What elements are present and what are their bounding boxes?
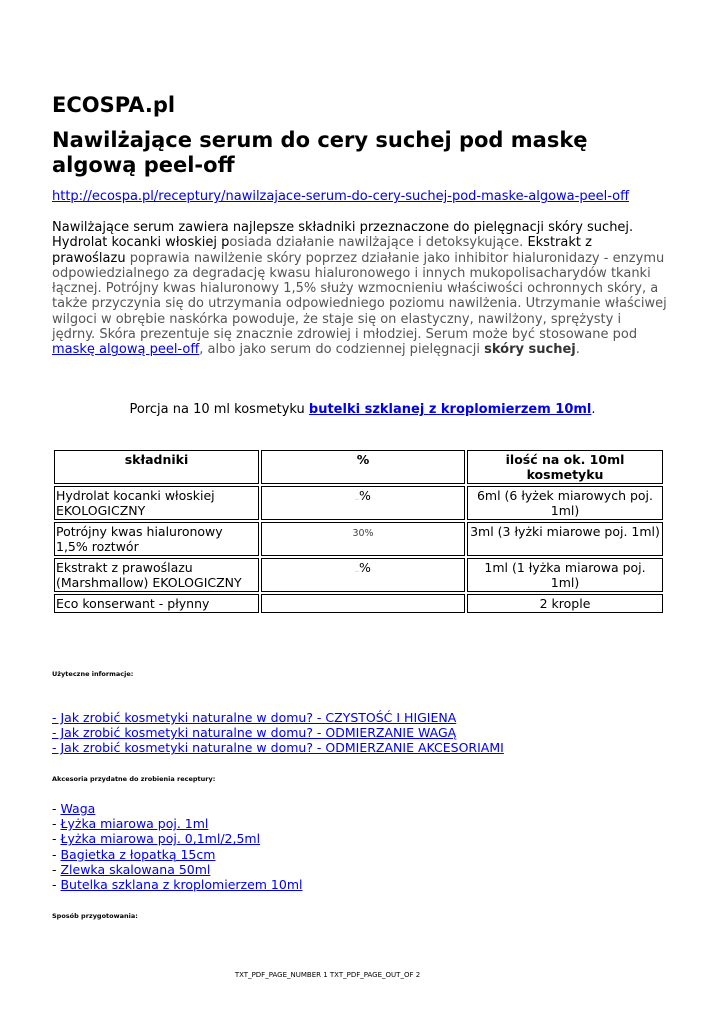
- accessories-list: [52, 801, 302, 892]
- table-row: [54, 522, 663, 556]
- ingredient-quantity: 6ml (6 łyżek miarowych poj. 1ml): [467, 486, 663, 520]
- useful-info-heading: Użyteczne informacje:: [52, 670, 134, 678]
- accessory-link-stirrer[interactable]: Bagietka z łopatką 15cm: [60, 846, 216, 862]
- accessory-link-spoon-small[interactable]: Łyżka miarowa poj. 0,1ml/2,5ml: [60, 831, 261, 847]
- accessories-heading: Akcesoria przydatne do zrobienia receptury:: [52, 775, 216, 783]
- table-row: [54, 594, 663, 613]
- header-quantity: ilość na ok. 10ml kosmetyku: [467, 450, 663, 484]
- accessory-link-beaker[interactable]: Zlewka skalowana 50ml: [60, 861, 211, 877]
- ingredient-percent: ..%: [261, 486, 465, 520]
- intro-text-5: , albo jako serum do codziennej pielęgnacji: [199, 342, 485, 358]
- useful-links-list: [52, 710, 504, 756]
- list-item: - Butelka szklana z kroplomierzem 10ml: [52, 877, 303, 893]
- accessory-link-spoon-1ml[interactable]: Łyżka miarowa poj. 1ml: [60, 816, 209, 832]
- method-heading: Sposób przygotowania:: [52, 912, 138, 920]
- ingredient-quantity: 1ml (1 łyżka miarowa poj. 1ml): [467, 558, 663, 592]
- useful-link-accessories[interactable]: - Jak zrobić kosmetyki naturalne w domu? - ODMIERZANIE AKCESORIAMI: [52, 740, 504, 756]
- table-header-row: [54, 450, 663, 484]
- ingredient-name: Hydrolat kocanki włoskiej EKOLOGICZNY: [54, 486, 259, 520]
- ingredient-quantity: 3ml (3 łyżki miarowe poj. 1ml): [467, 522, 663, 556]
- portion-line: [0, 402, 725, 418]
- intro-text-6: .: [575, 342, 580, 358]
- intro-paragraph: [52, 220, 667, 358]
- ingredient-name: Ekstrakt z prawoślazu (Marshmallow) EKOLOGICZNY: [54, 558, 259, 592]
- accessory-link-scale[interactable]: Waga: [60, 801, 96, 816]
- useful-link-hygiene[interactable]: - Jak zrobić kosmetyki naturalne w domu? - CZYSTOŚĆ I HIGIENA: [52, 710, 457, 725]
- table-row: [54, 486, 663, 520]
- table-row: [54, 558, 663, 592]
- ingredient-percent: 30%: [261, 522, 465, 556]
- ingredient-percent: [261, 594, 465, 613]
- list-item: - Waga: [52, 801, 96, 816]
- header-percent: %: [261, 450, 465, 484]
- page-footer: TXT_PDF_PAGE_NUMBER 1 TXT_PDF_PAGE_OUT_OF 2: [234, 971, 421, 979]
- ingredient-name: Eco konserwant - płynny: [54, 594, 259, 613]
- list-item: - Bagietka z łopatką 15cm: [52, 846, 216, 862]
- bottle-link[interactable]: butelki szklanej z kroplomierzem 10ml: [308, 402, 592, 417]
- header-ingredients: składniki: [54, 450, 259, 484]
- intro-text-3: Ekstrakt z prawoślazu: [52, 235, 592, 266]
- ingredients-table: [52, 448, 665, 615]
- ingredient-name: Potrójny kwas hialuronowy 1,5% roztwór: [54, 522, 259, 556]
- list-item: - Łyżka miarowa poj. 0,1ml/2,5ml: [52, 831, 261, 847]
- portion-suffix: .: [591, 402, 596, 417]
- portion-prefix: Porcja na 10 ml kosmetyku: [129, 402, 309, 417]
- accessory-link-bottle[interactable]: Butelka szklana z kroplomierzem 10ml: [60, 877, 303, 893]
- intro-bold-dry-skin: skóry suchej: [484, 342, 576, 358]
- list-item: - Łyżka miarowa poj. 1ml: [52, 816, 209, 832]
- intro-text-4: poprawia nawilżenie skóry poprzez działanie jako inhibitor hialuronidazy - enzymu odpowiedzialnego za degradację kwasu hialuronowego i innych mukopolisacharydów tkanki łącznej. Potrójny kwas hialuronowy 1,5% służy wzmocnieniu właściwości ochronnych skóry, a także przyczynia się do utrzymania odpowiedniego poziomu nawilżenia. Utrzymanie właściwej wilgoci w obrębie naskórka powoduje, że staje się on elastyczny, nawilżony, sprężysty i jędrny. Skóra prezentuje się znacznie zdrowiej i młodziej. Serum może być stosowane pod: [52, 250, 667, 343]
- useful-link-scale[interactable]: - Jak zrobić kosmetyki naturalne w domu? - ODMIERZANIE WAGĄ: [52, 725, 457, 741]
- source-url-link[interactable]: http://ecospa.pl/receptury/nawilzajace-serum-do-cery-suchej-pod-maske-algowa-peel-off: [52, 189, 630, 204]
- ingredient-percent: ..%: [261, 558, 465, 592]
- intro-text-2: osiada działanie nawilżające i detoksykujące.: [229, 235, 528, 251]
- site-title: ECOSPA.pl: [52, 93, 176, 117]
- list-item: - Zlewka skalowana 50ml: [52, 861, 211, 877]
- page-title: Nawilżające serum do cery suchej pod maskę algową peel-off: [52, 128, 588, 177]
- ingredient-quantity: 2 krople: [467, 594, 663, 613]
- intro-text-1: Nawilżające serum zawiera najlepsze składniki przeznaczone do pielęgnacji skóry suchej. Hydrolat kocanki włoskiej p: [52, 220, 634, 251]
- algae-mask-link[interactable]: maskę algową peel-off: [52, 342, 200, 358]
